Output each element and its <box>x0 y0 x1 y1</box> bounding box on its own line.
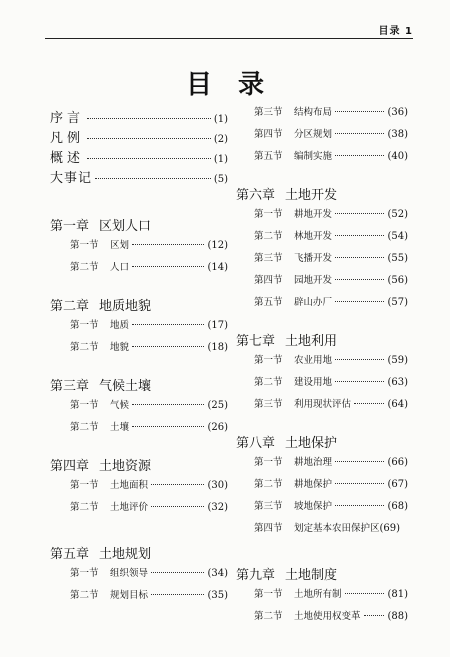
section-page: (52) <box>387 209 408 220</box>
leader-dots <box>132 346 204 347</box>
section-title: 农业用地 <box>294 355 333 366</box>
toc-entry-chronicle[interactable] <box>50 167 228 187</box>
toc-section[interactable] <box>236 520 408 542</box>
chapter-number: 第一章 <box>50 219 90 234</box>
section-page: (38) <box>387 129 408 140</box>
leader-dots <box>132 324 204 325</box>
section-number: 第四节 <box>254 523 283 534</box>
leader-dots <box>132 266 204 267</box>
section-page: (32) <box>207 502 228 513</box>
toc-section[interactable] <box>236 250 408 272</box>
leader-dots <box>335 257 384 258</box>
toc-section[interactable] <box>50 339 228 361</box>
leader-dots <box>335 133 384 134</box>
section-title: 耕地开发 <box>294 209 333 220</box>
toc-entry-page: (1) <box>213 154 228 165</box>
leader-dots <box>335 279 384 280</box>
section-number: 第二节 <box>254 611 283 622</box>
section-number: 第一节 <box>254 457 283 468</box>
section-page: (18) <box>207 342 228 353</box>
chapter-heading[interactable] <box>236 184 408 202</box>
leader-dots <box>87 118 211 119</box>
section-title: 林地开发 <box>294 231 333 242</box>
chapter-title: 区划人口 <box>99 219 152 234</box>
toc-section[interactable] <box>50 237 228 259</box>
toc-section[interactable] <box>50 397 228 419</box>
chapter-heading[interactable] <box>236 432 408 450</box>
section-number: 第三节 <box>254 253 283 264</box>
section-number: 第一节 <box>254 589 283 600</box>
section-page: (12) <box>207 240 228 251</box>
section-number: 第二节 <box>70 590 99 601</box>
chapter-title: 土地利用 <box>285 334 338 349</box>
leader-dots <box>335 483 384 484</box>
toc-section[interactable] <box>236 476 408 498</box>
chapter-title: 土地资源 <box>99 459 152 474</box>
section-title: 土地评价 <box>110 502 149 513</box>
header-text: 目录 1 <box>378 26 413 37</box>
section-page: (26) <box>207 422 228 433</box>
toc-entry-label: 大事记 <box>50 171 93 186</box>
section-title: 坡地保护 <box>294 501 333 512</box>
chapter-title: 气候土壤 <box>99 379 152 394</box>
chapter-number: 第九章 <box>236 568 276 583</box>
section-title: 土地面积 <box>110 480 149 491</box>
toc-section[interactable] <box>236 228 408 250</box>
section-number: 第二节 <box>70 262 99 273</box>
toc-section[interactable] <box>50 587 228 609</box>
leader-dots <box>87 138 211 139</box>
section-number: 第一节 <box>254 355 283 366</box>
leader-dots <box>335 235 384 236</box>
section-number: 第四节 <box>254 129 283 140</box>
section-number: 第一节 <box>70 400 99 411</box>
leader-dots <box>132 404 204 405</box>
section-title: 土壤 <box>110 422 130 433</box>
chapter-title: 地质地貌 <box>99 299 152 314</box>
section-title: 建设用地 <box>294 377 333 388</box>
toc-section[interactable] <box>50 317 228 339</box>
toc-section[interactable] <box>50 477 228 499</box>
toc-right-column <box>236 104 408 630</box>
chapter-number: 第八章 <box>236 436 276 451</box>
leader-dots <box>132 426 204 427</box>
leader-dots <box>364 615 385 616</box>
leader-dots <box>151 506 204 507</box>
toc-section[interactable] <box>50 259 228 281</box>
chapter-number: 第六章 <box>236 188 276 203</box>
section-page: (17) <box>207 320 228 331</box>
section-number: 第三节 <box>254 501 283 512</box>
section-title: 编制实施 <box>294 151 333 162</box>
section-page: (67) <box>387 479 408 490</box>
chapter-heading[interactable] <box>236 564 408 582</box>
section-title: 地质 <box>110 320 130 331</box>
toc-section[interactable] <box>236 104 408 126</box>
toc-entry-label: 概述 <box>50 151 85 166</box>
leader-dots <box>335 505 384 506</box>
section-page: (88) <box>387 611 408 622</box>
chapter-heading[interactable] <box>50 375 228 393</box>
section-page: (34) <box>207 568 228 579</box>
section-page: (66) <box>387 457 408 468</box>
toc-entry-overview[interactable] <box>50 147 228 167</box>
toc-section[interactable] <box>236 272 408 294</box>
leader-dots <box>335 381 384 382</box>
section-number: 第三节 <box>254 107 283 118</box>
leader-dots <box>95 178 211 179</box>
section-title: 耕地保护 <box>294 479 333 490</box>
section-number: 第五节 <box>254 151 283 162</box>
section-title: 结构布局 <box>294 107 333 118</box>
section-number: 第三节 <box>254 399 283 410</box>
section-title: 组织领导 <box>110 568 149 579</box>
section-page: (81) <box>387 589 408 600</box>
leader-dots <box>345 593 385 594</box>
section-page: (63) <box>387 377 408 388</box>
section-number: 第一节 <box>70 320 99 331</box>
section-number: 第四节 <box>254 275 283 286</box>
section-page: (14) <box>207 262 228 273</box>
chapter-heading[interactable] <box>50 215 228 233</box>
section-page: (54) <box>387 231 408 242</box>
leader-dots <box>335 155 384 156</box>
chapter-number: 第七章 <box>236 334 276 349</box>
toc-section[interactable] <box>236 498 408 520</box>
toc-entry-label: 凡例 <box>50 131 85 146</box>
leader-dots <box>335 301 384 302</box>
leader-dots <box>335 213 384 214</box>
toc-section[interactable] <box>236 148 408 170</box>
section-title: 辟山办厂 <box>294 297 333 308</box>
section-title: 土地使用权变革 <box>294 611 361 622</box>
toc-section[interactable] <box>50 499 228 521</box>
section-title: 人口 <box>110 262 130 273</box>
section-title: 飞播开发 <box>294 253 333 264</box>
leader-dots <box>132 244 204 245</box>
header-rule <box>45 38 413 39</box>
leader-dots <box>335 359 384 360</box>
chapter-heading[interactable] <box>50 455 228 473</box>
section-number: 第一节 <box>70 240 99 251</box>
section-number: 第一节 <box>70 568 99 579</box>
chapter-number: 第五章 <box>50 547 90 562</box>
section-title: 利用现状评估 <box>294 399 352 410</box>
section-page: (35) <box>207 590 228 601</box>
section-page: (56) <box>387 275 408 286</box>
toc-section[interactable] <box>236 454 408 476</box>
section-number: 第二节 <box>70 502 99 513</box>
section-page: (55) <box>387 253 408 264</box>
toc-section[interactable] <box>236 374 408 396</box>
toc-entry-preface[interactable] <box>50 107 228 127</box>
section-title: 土地所有制 <box>294 589 342 600</box>
toc-entry-guide[interactable] <box>50 127 228 147</box>
leader-dots <box>151 572 204 573</box>
leader-dots <box>335 461 384 462</box>
leader-dots <box>87 158 211 159</box>
leader-dots <box>354 403 384 404</box>
section-title: 规划目标 <box>110 590 149 601</box>
section-title: 区划 <box>110 240 130 251</box>
section-number: 第二节 <box>70 422 99 433</box>
section-number: 第一节 <box>70 480 99 491</box>
leader-dots <box>335 111 384 112</box>
section-page: (30) <box>207 480 228 491</box>
section-title: 气候 <box>110 400 130 411</box>
section-page: (36) <box>387 107 408 118</box>
toc-section[interactable] <box>236 352 408 374</box>
section-title: 耕地治理 <box>294 457 333 468</box>
section-number: 第二节 <box>70 342 99 353</box>
section-page: (57) <box>387 297 408 308</box>
chapter-number: 第二章 <box>50 299 90 314</box>
chapter-number: 第四章 <box>50 459 90 474</box>
section-number: 第五节 <box>254 297 283 308</box>
section-page: (64) <box>387 399 408 410</box>
toc-entry-page: (1) <box>213 114 228 125</box>
chapter-heading[interactable] <box>50 295 228 313</box>
section-title: 园地开发 <box>294 275 333 286</box>
chapter-title: 土地保护 <box>285 436 338 451</box>
toc-section[interactable] <box>236 586 408 608</box>
chapter-title: 土地制度 <box>285 568 338 583</box>
section-page: (69) <box>379 523 401 534</box>
section-number: 第二节 <box>254 377 283 388</box>
toc-section[interactable] <box>50 565 228 587</box>
toc-section[interactable] <box>236 126 408 148</box>
toc-entry-page: (2) <box>213 134 228 145</box>
chapter-number: 第三章 <box>50 379 90 394</box>
section-page: (40) <box>387 151 408 162</box>
chapter-heading[interactable] <box>50 543 228 561</box>
section-number: 第二节 <box>254 231 283 242</box>
section-title: 划定基本农田保护区 <box>294 523 380 534</box>
section-number: 第二节 <box>254 479 283 490</box>
section-title: 地貌 <box>110 342 130 353</box>
section-number: 第一节 <box>254 209 283 220</box>
toc-entry-page: (5) <box>213 174 228 185</box>
section-page: (68) <box>387 501 408 512</box>
section-page: (59) <box>387 355 408 366</box>
toc-section[interactable] <box>236 396 408 418</box>
toc-section[interactable] <box>50 419 228 441</box>
leader-dots <box>151 594 204 595</box>
toc-section[interactable] <box>236 294 408 316</box>
chapter-heading[interactable] <box>236 330 408 348</box>
toc-section[interactable] <box>236 206 408 228</box>
section-title: 分区规划 <box>294 129 333 140</box>
section-page: (25) <box>207 400 228 411</box>
page-title: 目录 <box>185 70 290 100</box>
running-header <box>45 22 413 36</box>
toc-section[interactable] <box>236 608 408 630</box>
leader-dots <box>151 484 204 485</box>
chapter-title: 土地规划 <box>99 547 152 562</box>
toc-left-column <box>50 107 228 609</box>
toc-entry-label: 序言 <box>50 111 85 126</box>
chapter-title: 土地开发 <box>285 188 338 203</box>
